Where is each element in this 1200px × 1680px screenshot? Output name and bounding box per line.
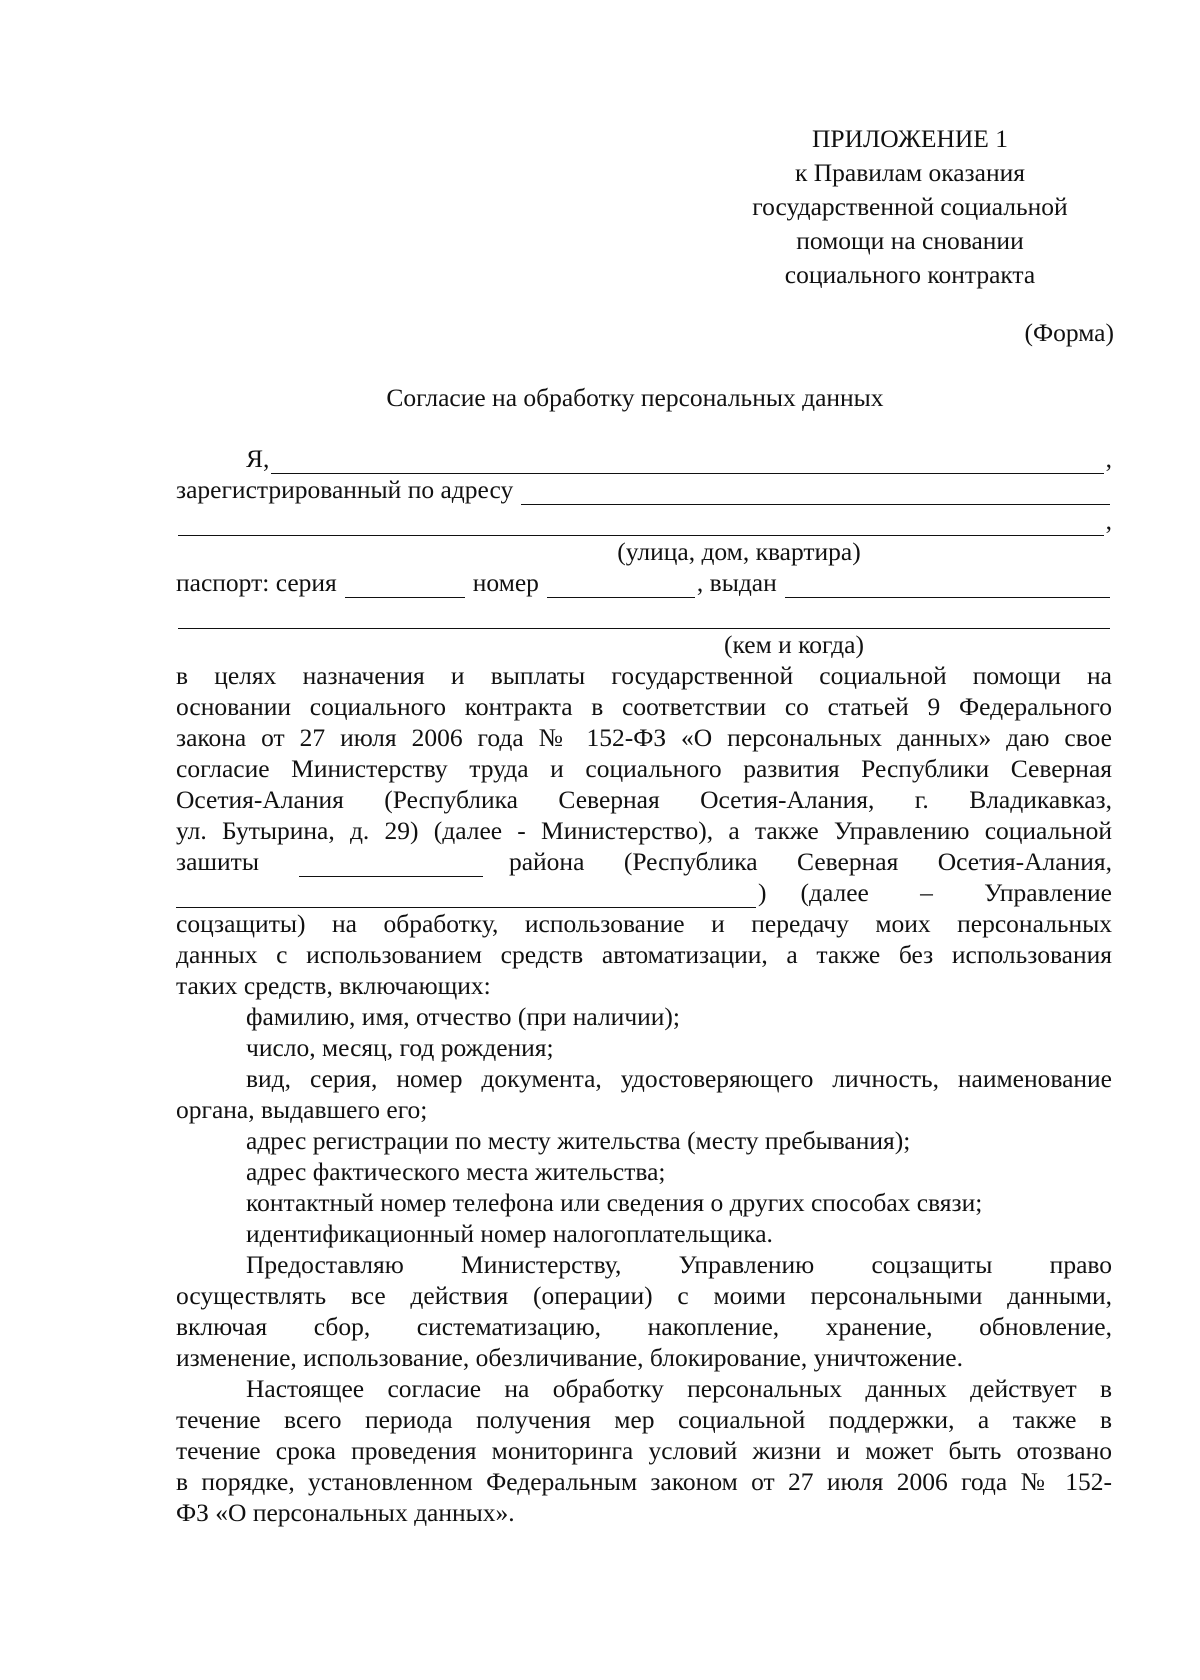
issued-caption: (кем и когда) bbox=[724, 630, 864, 659]
full-name-field[interactable] bbox=[271, 449, 1103, 474]
hereinafter-group bbox=[801, 877, 1113, 908]
address-field-2[interactable] bbox=[178, 511, 1104, 536]
body-line: Предоставляю Министерству, Управлению соцзащиты право bbox=[246, 1250, 1112, 1279]
appendix-title: ПРИЛОЖЕНИЕ 1 bbox=[811, 124, 1009, 153]
body-line: в целях назначения и выплаты государственной социальной помощи на bbox=[176, 661, 1112, 690]
address-row-2 bbox=[176, 505, 1112, 536]
passport-number-field[interactable] bbox=[547, 573, 695, 598]
passport-series-field[interactable] bbox=[345, 573, 465, 598]
issued-by-field-2[interactable] bbox=[178, 604, 1110, 629]
address-caption: (улица, дом, квартира) bbox=[617, 537, 861, 566]
document-title: Согласие на обработку персональных данных bbox=[386, 383, 884, 412]
passport-row bbox=[176, 567, 1112, 598]
name-row bbox=[176, 443, 1112, 474]
dash: – bbox=[920, 878, 933, 907]
list-item-continued: органа, выдавшего его; bbox=[176, 1095, 428, 1124]
passport-number-label: номер bbox=[472, 568, 539, 597]
list-item: число, месяц, год рождения; bbox=[246, 1033, 554, 1062]
issued-label: , выдан bbox=[696, 568, 777, 597]
hereinafter-label: (далее bbox=[800, 878, 869, 907]
body-line: данных с использованием средств автоматизации, а также без использования bbox=[176, 940, 1112, 969]
paren-close: ) bbox=[758, 878, 767, 907]
document-body bbox=[176, 443, 1112, 1528]
i-prefix: Я, bbox=[246, 444, 270, 473]
body-line: Осетия-Алания (Республика Северная Осетия-Алания, г. Владикавказ, bbox=[176, 785, 1112, 814]
department-address-row bbox=[176, 877, 1112, 908]
passport-series-label: паспорт: серия bbox=[176, 568, 337, 597]
issued-row-2 bbox=[176, 598, 1112, 629]
list-item: вид, серия, номер документа, удостоверяющего личность, наименование bbox=[246, 1064, 1112, 1093]
department-row bbox=[176, 846, 1112, 877]
body-line: согласие Министерству труда и социального развития Республики Северная bbox=[176, 754, 1112, 783]
district-text: района (Республика Северная Осетия-Алания, bbox=[508, 847, 1112, 876]
body-line: в порядке, установленном Федеральным законом от 27 июля 2006 года № 152- bbox=[176, 1467, 1112, 1496]
comma: , bbox=[1105, 506, 1112, 535]
list-item: идентификационный номер налогоплательщика. bbox=[246, 1219, 773, 1248]
issued-by-field[interactable] bbox=[785, 573, 1110, 598]
department-label: зашиты bbox=[176, 847, 259, 876]
body-line: Настоящее согласие на обработку персональных данных действует в bbox=[246, 1374, 1112, 1403]
department-word: Управление bbox=[984, 878, 1112, 907]
form-label: (Форма) bbox=[1024, 318, 1114, 347]
department-address-field[interactable] bbox=[176, 883, 756, 908]
body-line: осуществлять все действия (операции) с моими персональными данными, bbox=[176, 1281, 1112, 1310]
address-field-1[interactable] bbox=[521, 480, 1110, 505]
body-line: течение срока проведения мониторинга условий жизни и может быть отозвано bbox=[176, 1436, 1112, 1465]
body-line: соцзащиты) на обработку, использование и передачу моих персональных bbox=[176, 909, 1112, 938]
appendix-line: к Правилам оказания bbox=[795, 158, 1025, 187]
list-item: контактный номер телефона или сведения о других способах связи; bbox=[246, 1188, 983, 1217]
body-line: ФЗ «О персональных данных». bbox=[176, 1498, 515, 1527]
body-line: таких средств, включающих: bbox=[176, 971, 491, 1000]
list-item: адрес фактического места жительства; bbox=[246, 1157, 666, 1186]
appendix-header bbox=[700, 122, 1120, 292]
body-line: основании социального контракта в соответствии со статьей 9 Федерального bbox=[176, 692, 1112, 721]
body-line: включая сбор, систематизацию, накопление, хранение, обновление, bbox=[176, 1312, 1112, 1341]
body-line: ул. Бутырина, д. 29) (далее - Министерство), а также Управлению социальной bbox=[176, 816, 1112, 845]
appendix-line: социального контракта bbox=[784, 260, 1036, 289]
body-line: закона от 27 июля 2006 года № 152-ФЗ «О персональных данных» даю свое bbox=[176, 723, 1112, 752]
district-field[interactable] bbox=[299, 852, 483, 877]
address-row bbox=[176, 474, 1112, 505]
list-item: адрес регистрации по месту жительства (месту пребывания); bbox=[246, 1126, 911, 1155]
comma: , bbox=[1105, 444, 1112, 473]
appendix-line: помощи на сновании bbox=[796, 226, 1024, 255]
body-line: течение всего периода получения мер социальной поддержки, а также в bbox=[176, 1405, 1112, 1434]
registered-label: зарегистрированный по адресу bbox=[176, 475, 514, 504]
body-line: изменение, использование, обезличивание, блокирование, уничтожение. bbox=[176, 1343, 964, 1372]
list-item: фамилию, имя, отчество (при наличии); bbox=[246, 1002, 681, 1031]
appendix-line: государственной социальной bbox=[752, 192, 1068, 221]
